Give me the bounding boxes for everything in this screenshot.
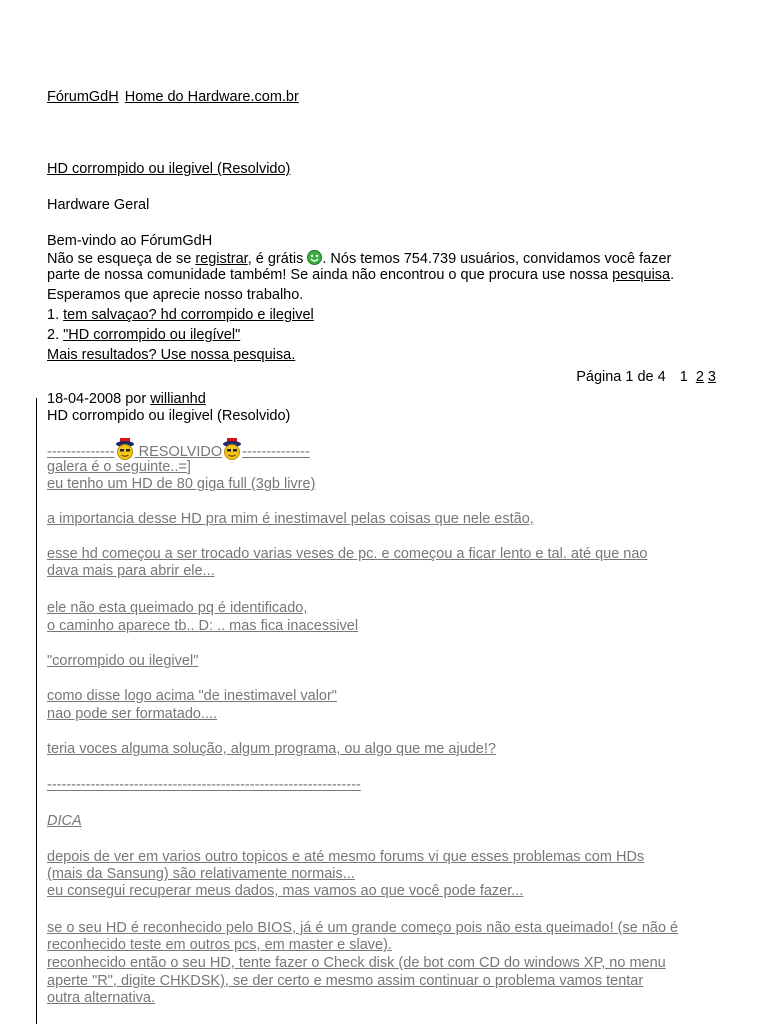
post-line[interactable]: o caminho aparece tb.. D: .. mas fica inacessivel — [47, 618, 359, 634]
tip-heading[interactable]: DICA — [47, 813, 82, 829]
post-line[interactable]: reconhecido teste em outros pcs, em master e slave). — [47, 937, 392, 953]
more-results — [47, 347, 295, 364]
post-meta — [47, 391, 206, 408]
welcome-text: . — [670, 267, 675, 283]
welcome-text: Não se esqueça de se — [47, 251, 196, 267]
cop-smiley-icon — [115, 438, 135, 460]
search-link[interactable]: pesquisa — [612, 267, 671, 283]
register-link[interactable]: registrar — [195, 251, 248, 267]
banner-dashes: -------------- — [47, 444, 115, 460]
post-line[interactable]: aperte "R", digite CHKDSK), se der certo e mesmo assim continuar o problema vamos tentar — [47, 973, 644, 989]
hardware-home-link[interactable]: Home do Hardware.com.br — [124, 89, 299, 105]
related-link-1[interactable]: tem salvaçao? hd corrompido e ilegivel — [63, 307, 314, 323]
author-link[interactable]: willianhd — [150, 391, 206, 407]
post-line[interactable]: esse hd começou a ser trocado varias veses de pc. e começou a ficar lento e tal. até que nao — [47, 546, 648, 562]
related-link-2[interactable]: "HD corrompido ou ilegível" — [63, 327, 241, 343]
post-line[interactable]: reconhecido então o seu HD, tente fazer o Check disk (de bot com CD do windows XP, no menu — [47, 955, 666, 971]
banner-dashes: -------------- — [242, 444, 310, 460]
banner-word: RESOLVIDO — [134, 444, 223, 460]
thread-title-link[interactable]: HD corrompido ou ilegivel (Resolvido) — [47, 161, 291, 177]
current-page: 1 — [679, 369, 688, 385]
thread-category: Hardware Geral — [47, 197, 150, 213]
related-number: 1. — [47, 307, 64, 323]
page-2-link[interactable]: 2 — [695, 369, 704, 385]
related-item-2 — [47, 327, 240, 344]
post-date: 18-04-2008 por — [47, 391, 151, 407]
post-title: HD corrompido ou ilegivel (Resolvido) — [47, 408, 291, 424]
resolved-banner — [47, 438, 310, 461]
post-divider[interactable]: ----------------------------------------------------------------- — [47, 777, 361, 793]
post-link[interactable] — [47, 444, 310, 460]
welcome-text: , é grátis — [247, 251, 308, 267]
post-line[interactable]: galera é o seguinte..=] — [47, 459, 191, 475]
page-3-link[interactable]: 3 — [707, 369, 716, 385]
post-line[interactable]: (mais da Sansung) são relativamente normais... — [47, 866, 355, 882]
post-line[interactable]: ele não esta queimado pq é identificado, — [47, 600, 308, 616]
welcome-line-3: Esperamos que aprecie nosso trabalho. — [47, 287, 304, 303]
post-line[interactable]: depois de ver em varios outro topicos e até mesmo forums vi que esses problemas com HDs — [47, 849, 645, 865]
pagination-label: Página 1 de 4 — [576, 369, 666, 385]
post-line[interactable]: dava mais para abrir ele... — [47, 563, 215, 579]
welcome-text: parte de nossa comunidade também! Se ainda não encontrou o que procura use nossa — [47, 267, 613, 283]
thread-title — [47, 161, 290, 178]
post-line[interactable]: a importancia desse HD pra mim é inestimavel pelas coisas que nele estão, — [47, 511, 534, 527]
related-item-1 — [47, 307, 314, 324]
post-line[interactable]: "corrompido ou ilegivel" — [47, 653, 199, 669]
top-links — [47, 89, 299, 106]
related-number: 2. — [47, 327, 64, 343]
post-line[interactable]: nao pode ser formatado.... — [47, 706, 218, 722]
cop-smiley-icon — [222, 438, 242, 460]
welcome-line-2 — [47, 267, 674, 284]
post-line[interactable]: teria voces alguma solução, algum programa, ou algo que me ajude!? — [47, 741, 496, 757]
post-line[interactable]: como disse logo acima "de inestimavel valor" — [47, 688, 337, 704]
post-line[interactable]: eu tenho um HD de 80 giga full (3gb livre) — [47, 476, 316, 492]
quote-rule — [36, 398, 37, 1024]
more-results-link[interactable]: Mais resultados? Use nossa pesquisa. — [47, 347, 296, 363]
post-line[interactable]: se o seu HD é reconhecido pelo BIOS, já é um grande começo pois não esta queimado! (se não é — [47, 920, 679, 936]
forum-home-link[interactable]: FórumGdH — [47, 89, 119, 105]
welcome-text: . Nós temos 754.739 usuários, convidamos você fazer — [322, 251, 672, 267]
post-line[interactable]: outra alternativa. — [47, 990, 156, 1006]
post-line[interactable]: eu consegui recuperar meus dados, mas vamos ao que você pode fazer... — [47, 883, 524, 899]
welcome-heading: Bem-vindo ao FórumGdH — [47, 233, 213, 249]
pagination — [576, 369, 716, 386]
